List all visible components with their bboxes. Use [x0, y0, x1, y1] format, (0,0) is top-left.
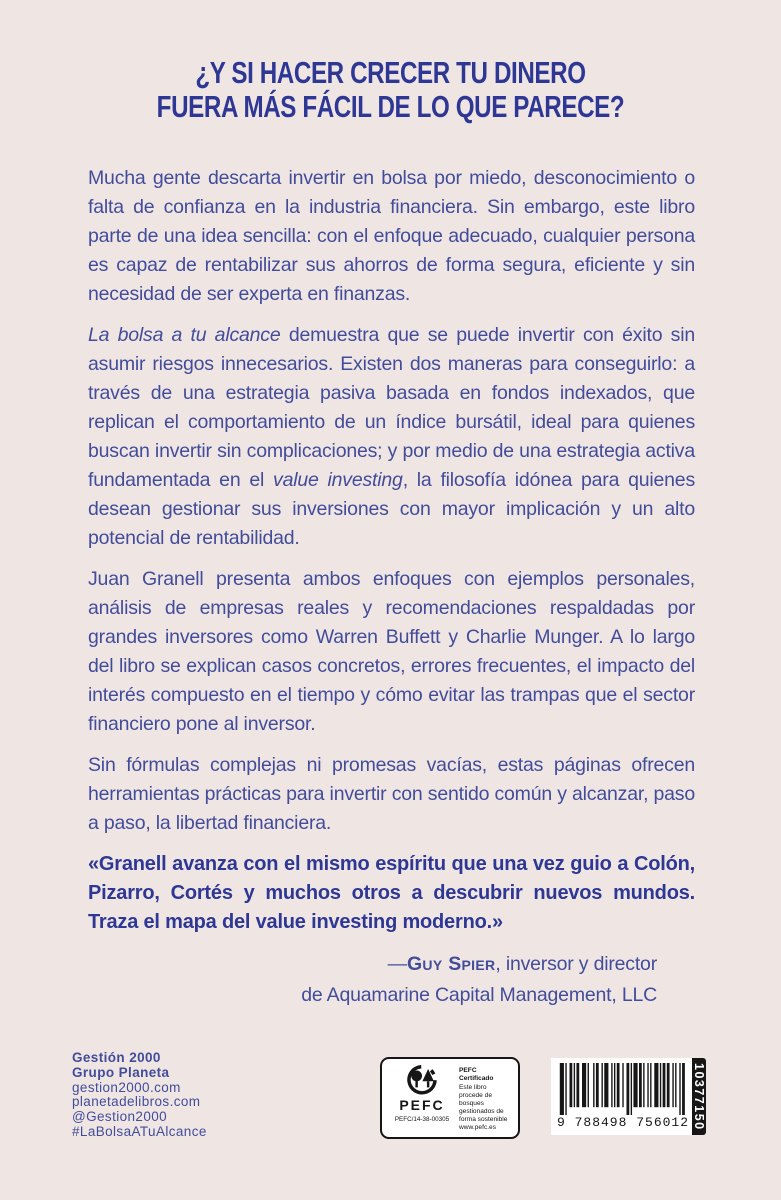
synopsis-paragraph: Juan Granell presenta ambos enfoques con ejemplos personales, análisis de empresas reales y recomendaciones respaldadas por grandes inversores como Warren Buffett y Charlie Munger. A lo largo del libro se explican casos concretos, errores frecuentes, el impacto del interés compuesto en el tiempo y cómo evitar las trampas que el sector financiero pone al inversor.	[88, 568, 695, 735]
headline-line-1: ¿Y SI HACER CRECER TU DINERO	[195, 55, 586, 90]
isbn-barcode	[551, 1058, 707, 1135]
pefc-wordmark: PEFC	[399, 1097, 445, 1113]
publisher-line: Gestión 2000	[72, 1050, 161, 1065]
isbn-number: 9 788498 756012	[557, 1115, 690, 1130]
barcode-panel	[551, 1058, 692, 1135]
pefc-claim: Este libro procede de bosques gestionados de forma sostenible	[459, 1083, 508, 1123]
synopsis-paragraph: Sin fórmulas complejas ni promesas vacías, estas páginas ofrecen herramientas prácticas para invertir con sentido común y alcanzar, paso a paso, la libertad financiera.	[88, 754, 695, 834]
pefc-url: www.pefc.es	[459, 1124, 497, 1131]
pefc-logo-icon	[399, 1064, 445, 1097]
quote-attribution	[88, 949, 657, 1011]
edition-code: 10377150	[692, 1062, 707, 1131]
pefc-certified-line: PEFC Certificado	[459, 1067, 494, 1082]
attribution-dash: —	[387, 953, 407, 975]
attribution-name: Guy Spier	[406, 953, 496, 975]
barcode-bars	[557, 1063, 689, 1115]
back-cover-copy	[88, 164, 695, 1011]
publisher-line: planetadelibros.com	[72, 1094, 201, 1110]
synopsis-paragraph: Mucha gente descarta invertir en bolsa por miedo, desconocimiento o falta de confianza en la industria financiera. Sin embargo, este libro parte de una idea sencilla: con el enfoque adecuado, cualquier persona es capaz de rentabilizar sus ahorros de forma segura, eficiente y sin necesidad de ser experta en finanzas.	[88, 167, 695, 305]
headline	[86, 56, 695, 124]
edition-number-tab	[692, 1058, 706, 1135]
publisher-block	[72, 1051, 207, 1140]
pefc-certification-label	[380, 1057, 520, 1139]
pefc-text-area	[455, 1064, 512, 1133]
attribution-company: de Aquamarine Capital Management, LLC	[301, 984, 657, 1006]
publisher-line: Grupo Planeta	[72, 1064, 170, 1080]
synopsis	[88, 164, 695, 838]
pefc-logo-area	[389, 1064, 455, 1133]
pefc-license-code: PEFC/14-38-00305	[394, 1116, 450, 1123]
publisher-line: #LaBolsaATuAlcance	[72, 1123, 207, 1139]
synopsis-paragraph: La bolsa a tu alcance demuestra que se puede invertir con éxito sin asumir riesgos innecesarios. Existen dos maneras para conseguirlo: a través de una estrategia pasiva basada en fondos indexados, que replican el comportamiento de un índice bursátil, ideal para quienes buscan invertir sin complicaciones; y por medio de una estrategia activa fundamentada en el value investing, la filosofía idónea para quienes desean gestionar sus inversiones con mayor implicación y un alto potencial de rentabilidad.	[88, 324, 696, 549]
publisher-line: @Gestion2000	[72, 1109, 168, 1125]
publisher-line: gestion2000.com	[72, 1079, 181, 1095]
review-quote: «Granell avanza con el mismo espíritu que una vez guio a Colón, Pizarro, Cortés y muchos otros a descubrir nuevos mundos. Traza el mapa del value investing moderno.»	[88, 853, 695, 933]
headline-line-2: FUERA MÁS FÁCIL DE LO QUE PARECE?	[156, 89, 625, 124]
attribution-role: , inversor y director	[495, 953, 657, 975]
attribution-line-1	[88, 949, 657, 980]
